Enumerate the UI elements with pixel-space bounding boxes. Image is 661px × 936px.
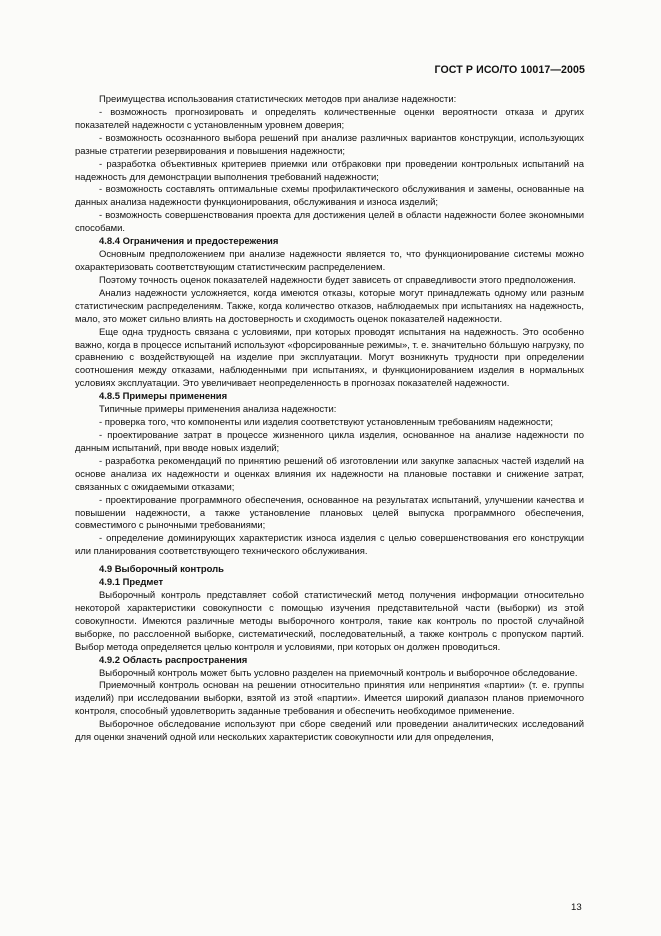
paragraph: Основным предположением при анализе надежности является то, что функционирование системы можно охарактеризовать соответствующим статистическим распределением. — [75, 249, 584, 273]
section-heading: 4.9.1 Предмет — [99, 577, 164, 589]
paragraph: Выборочный контроль может быть условно разделен на приемочный контроль и выборочное обследование. — [99, 667, 578, 679]
paragraph: - возможность составлять оптимальные схемы профилактического обслуживания и замены, основанные на данных анализа надежности функционирования, обслуживания и износа изделий; — [75, 184, 584, 209]
section-heading: 4.9.2 Область распространения — [99, 654, 248, 666]
paragraph: - возможность прогнозировать и определять количественные оценки вероятности отказа и других показателей надежности с установленным уровнем доверия; — [75, 106, 584, 131]
document-body — [75, 94, 584, 745]
paragraph: - возможность осознанного выбора решений при анализе различных вариантов конструкции, использующих разные стратегии резервирования и повышения надежности; — [75, 132, 584, 157]
paragraph: - проверка того, что компоненты или изделия соответствуют установленным требованиям надежности; — [99, 417, 553, 429]
section-heading: 4.9 Выборочный контроль — [99, 564, 224, 576]
paragraph: - разработка рекомендаций по принятию решений об изготовлении или закупке запасных частей изделий на основе анализа их надежности и оценках влияния их надежности на плановые поставки и снижение затрат, связанных с ожидаемыми отказами; — [75, 455, 584, 493]
paragraph: Выборочное обследование используют при сборе сведений или проведении аналитических исследований для оценки значений одной или нескольких характеристик совокупности или для определения, — [75, 719, 584, 744]
section-heading: 4.8.5 Примеры применения — [99, 391, 228, 403]
paragraph: - проектирование программного обеспечения, основанное на результатах испытаний, улучшении качества и повышении надежности, а также установление плановых целей выпуска программного обеспечения, совместимого с рыночными требованиями; — [75, 494, 584, 532]
paragraph: Преимущества использования статистических методов при анализе надежности: — [99, 94, 457, 105]
paragraph: Типичные примеры применения анализа надежности: — [99, 404, 337, 416]
paragraph: - возможность совершенствования проекта для достижения целей в области надежности более экономными способами. — [75, 210, 584, 235]
paragraph: Еще одна трудность связана с условиями, при которых проводят испытания на надежность. Это особенно важно, когда в процессе испытаний используют «форсированные режимы», т. е. значительно бóльшую нагрузку, по сравнению с воздействующей на изделие при эксплуатации. Могут возникнуть трудности при определении соотношения между отказами, наблюденными при испытаниях, и функционированием изделия в нормальных условиях эксплуатации. Это увеличивает неопределенность в прогнозах показателей надежности. — [75, 326, 584, 390]
section-heading: 4.8.4 Ограничения и предостережения — [99, 236, 279, 248]
paragraph: - определение доминирующих характеристик износа изделия с целью совершенствования его конструкции или планирования соответствующего технического обслуживания. — [75, 533, 584, 558]
standard-header: ГОСТ Р ИСО/ТО 10017—2005 — [434, 64, 585, 76]
paragraph: Приемочный контроль основан на решении относительно принятия или непринятия «партии» (т. е. группы изделий) при исследовании выборки, взятой из этой «партии». Имеется широкий диапазон планов приемочного контроля, способный удовлетворить заданные требования и обеспечить необходимое применение. — [75, 680, 584, 718]
paragraph: Выборочный контроль представляет собой статистический метод получения информации относительно некоторой характеристики совокупности с помощью изучения представительной части (выборки) из этой совокупности. Имеются различные методы выборочного контроля, такие как контроль по простой случайной выборке, по расслоенной выборке, систематический, последовательный, а также контроль с пропуском партий. Выбор метода определяется целью контроля и условиями, при которых он должен проводиться. — [75, 590, 584, 653]
paragraph: Поэтому точность оценок показателей надежности будет зависеть от справедливости этого предположения. — [99, 274, 576, 286]
paragraph: Анализ надежности усложняется, когда имеются отказы, которые могут принадлежать одному или разным статистическим распределениям. Также, когда количество отказов, наблюдаемых при испытаниях на надежность, мало, это может сильно влиять на достоверность и сходимость оценок показателей надежности. — [75, 287, 584, 325]
paragraph: - проектирование затрат в процессе жизненного цикла изделия, основанное на анализе надежности по данным испытаний, при вводе новых изделий; — [75, 429, 584, 454]
paragraph: - разработка объективных критериев приемки или отбраковки при проведении контрольных испытаний на надежность для демонстрации выполнения требований надежности; — [75, 158, 584, 183]
page-number: 13 — [571, 902, 582, 913]
